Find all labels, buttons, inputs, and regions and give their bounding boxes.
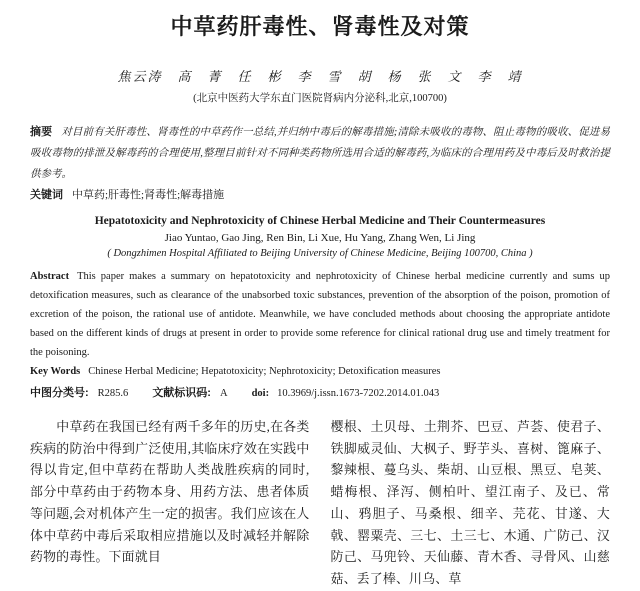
- cn-keywords-line: [30, 185, 610, 206]
- body-two-columns: [30, 417, 610, 591]
- en-abstract-text: This paper makes a summary on hepatotoxicity and nephrotoxicity of Chinese herbal medicine currently and sums up detoxification measures, such as clearance of the unabsorbed toxic substances, prevention of the absorption of the poison, promotion of excretion of the poison, the rational use of antidote. Meanwhile, we have concluded methods about choosing the appropriate antidote based on the different kinds of drugs at present in order to provide some reference for clinical rational drug use and timely treatment for the poisoning.: [30, 271, 610, 358]
- classification-line: [30, 385, 610, 402]
- en-affiliation-line: ( Dongzhimen Hospital Affiliated to Beijing University of Chinese Medicine, Beijing 100700, China ): [107, 248, 533, 259]
- cn-abstract-paragraph: [30, 122, 610, 185]
- en-abstract-label: Abstract: [30, 271, 70, 282]
- doc-code-label: 文献标识码:: [152, 387, 211, 399]
- clc-label: 中图分类号:: [30, 387, 89, 399]
- cn-keywords-text: 中草药;肝毒性;肾毒性;解毒措施: [72, 189, 225, 201]
- doi-label: doi:: [251, 388, 270, 399]
- doc-code-value: A: [219, 388, 228, 399]
- en-authors-line: Jiao Yuntao, Gao Jing, Ren Bin, Li Xue, Hu Yang, Zhang Wen, Li Jing: [164, 232, 476, 244]
- cn-abstract-label: 摘要: [30, 126, 53, 138]
- en-keywords-text: Chinese Herbal Medicine; Hepatotoxicity; Nephrotoxicity; Detoxification measures: [88, 366, 441, 377]
- affiliation-line: (北京中医药大学东直门医院肾病内分泌科,北京,100700): [193, 93, 447, 104]
- en-keywords-label: Key Words: [30, 366, 81, 377]
- doi-value: 10.3969/j.issn.1673-7202.2014.01.043: [277, 388, 440, 399]
- cn-keywords-label: 关键词: [30, 189, 63, 201]
- body-right-column: 樱根、土贝母、土荆芥、巴豆、芦荟、使君子、铁脚威灵仙、大枫子、野芋头、喜树、篦麻子、黎辣根、蔓乌头、柴胡、山豆根、黑豆、皂荚、蜡梅根、泽泻、侧柏叶、望江南子、及已、常山、鸦胆子、马桑根、细辛、芫花、甘遂、大戟、罂粟壳、三七、土三七、木通、广防己、汉防己、马兜铃、天仙藤、青木香、寻骨风、山慈菇、丢了棒、川乌、草: [330, 420, 610, 586]
- body-left-column: 中草药在我国已经有两千多年的历史,在各类疾病的防治中得到广泛使用,其临床疗效在实践中得以肯定,但中草药在帮助人类战胜疾病的同时,部分中草药由于药物本身、用药方法、患者体质等问题,会对机体产生一定的损害。我们应该在人体中草药中毒后采取相应措施以及时减轻并解除药物的毒性。下面就目: [30, 420, 310, 565]
- en-abstract-paragraph: [30, 267, 610, 362]
- cn-abstract-text: 对目前有关肝毒性、肾毒性的中草药作一总结,并归纳中毒后的解毒措施;清除未吸收的毒物、阻止毒物的吸收、促进易吸收毒物的排泄及解毒药的合理使用,整理目前针对不同种类药物所选用合适的解毒药,为临床的合理用药及中毒后及时救治提供参考。: [30, 127, 611, 180]
- page-title: 中草药肝毒性、肾毒性及对策: [170, 14, 470, 39]
- en-title: Hepatotoxicity and Nephrotoxicity of Chinese Herbal Medicine and Their Countermeasures: [94, 215, 546, 227]
- authors-line: 焦云涛 高 菁 任 彬 李 雪 胡 杨 张 文 李 靖: [117, 69, 523, 84]
- clc-value: R285.6: [97, 388, 129, 399]
- en-keywords-line: [30, 362, 610, 381]
